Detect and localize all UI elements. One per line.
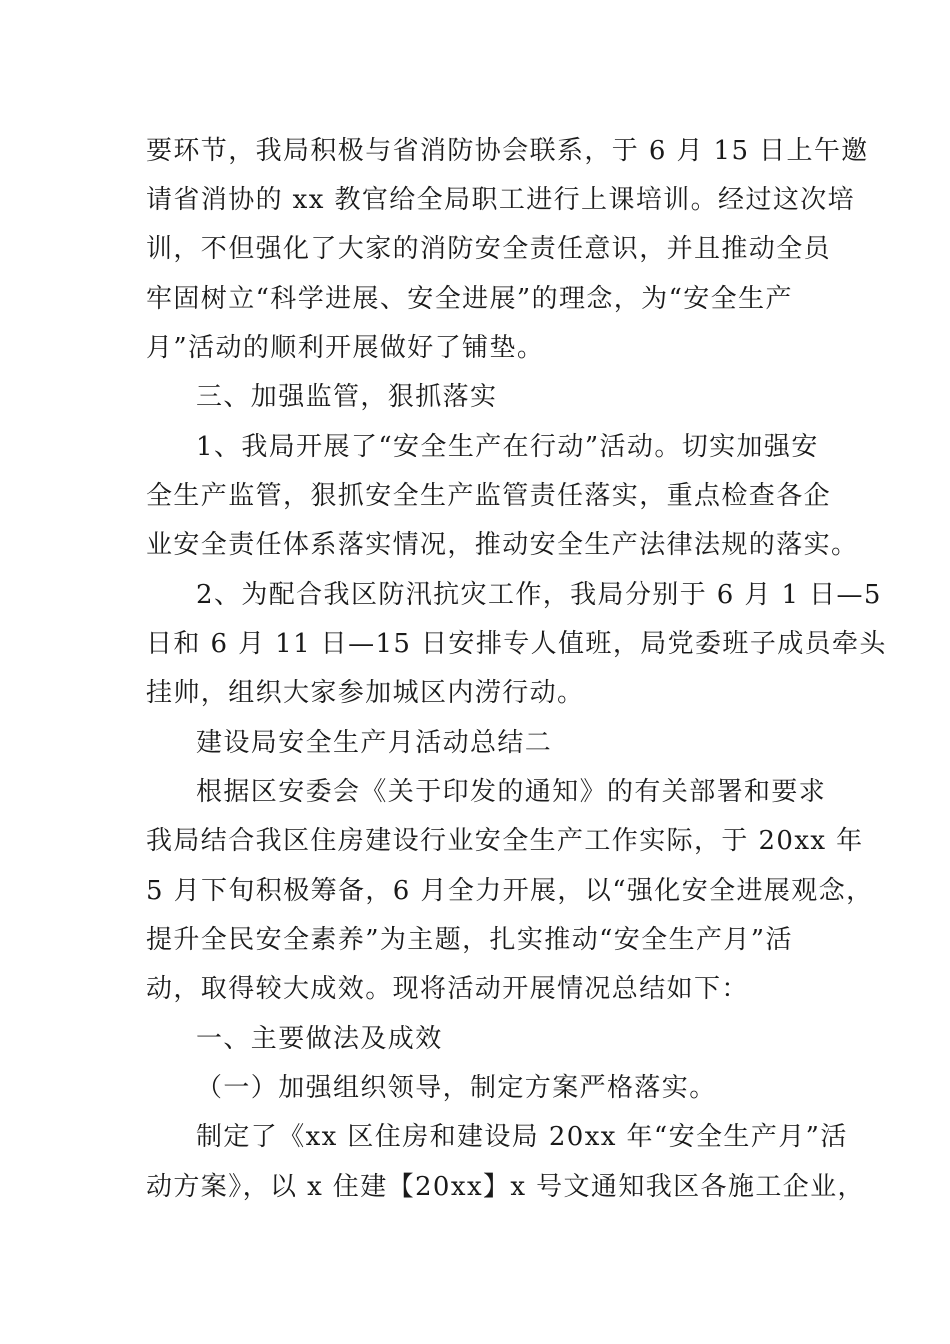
paragraph-line: 日和 6 月 11 日—15 日安排专人值班，局党委班子成员牵头 xyxy=(146,629,887,659)
section-title: 建设局安全生产月活动总结二 xyxy=(196,728,553,758)
paragraph-line: 业安全责任体系落实情况，推动安全生产法律法规的落实。 xyxy=(146,530,859,560)
paragraph-line: 我局结合我区住房建设行业安全生产工作实际，于 20xx 年 xyxy=(146,826,864,856)
subsection-heading: （一）加强组织领导，制定方案严格落实。 xyxy=(196,1073,717,1103)
paragraph-line: 5 月下旬积极筹备，6 月全力开展，以“强化安全进展观念， xyxy=(146,876,874,906)
paragraph-line: 1、我局开展了“安全生产在行动”活动。切实加强安 xyxy=(196,432,819,462)
paragraph-line: 根据区安委会《关于印发的通知》的有关部署和要求 xyxy=(196,777,827,807)
paragraph-line: 动，取得较大成效。现将活动开展情况总结如下： xyxy=(146,974,749,1004)
paragraph-line: 全生产监管，狠抓安全生产监管责任落实，重点检查各企 xyxy=(146,481,832,511)
paragraph-line: 挂帅，组织大家参加城区内涝行动。 xyxy=(146,678,585,708)
paragraph-line: 2、为配合我区防汛抗灾工作，我局分别于 6 月 1 日—5 xyxy=(196,580,882,610)
paragraph-line: 动方案》，以 x 住建【20xx】x 号文通知我区各施工企业， xyxy=(146,1172,865,1202)
section-heading: 三、加强监管，狠抓落实 xyxy=(196,382,498,412)
paragraph-line: 牢固树立“科学进展、安全进展”的理念，为“安全生产 xyxy=(146,284,793,314)
paragraph-line: 制定了《xx 区住房和建设局 20xx 年“安全生产月”活 xyxy=(196,1122,848,1152)
paragraph-line: 训，不但强化了大家的消防安全责任意识，并且推动全员 xyxy=(146,234,832,264)
section-heading: 一、主要做法及成效 xyxy=(196,1024,443,1054)
paragraph-line: 请省消协的 xx 教官给全局职工进行上课培训。经过这次培 xyxy=(146,185,856,215)
paragraph-line: 要环节，我局积极与省消防协会联系，于 6 月 15 日上午邀 xyxy=(146,136,869,166)
paragraph-line: 月”活动的顺利开展做好了铺垫。 xyxy=(146,333,545,363)
paragraph-line: 提升全民安全素养”为主题，扎实推动“安全生产月”活 xyxy=(146,925,793,955)
